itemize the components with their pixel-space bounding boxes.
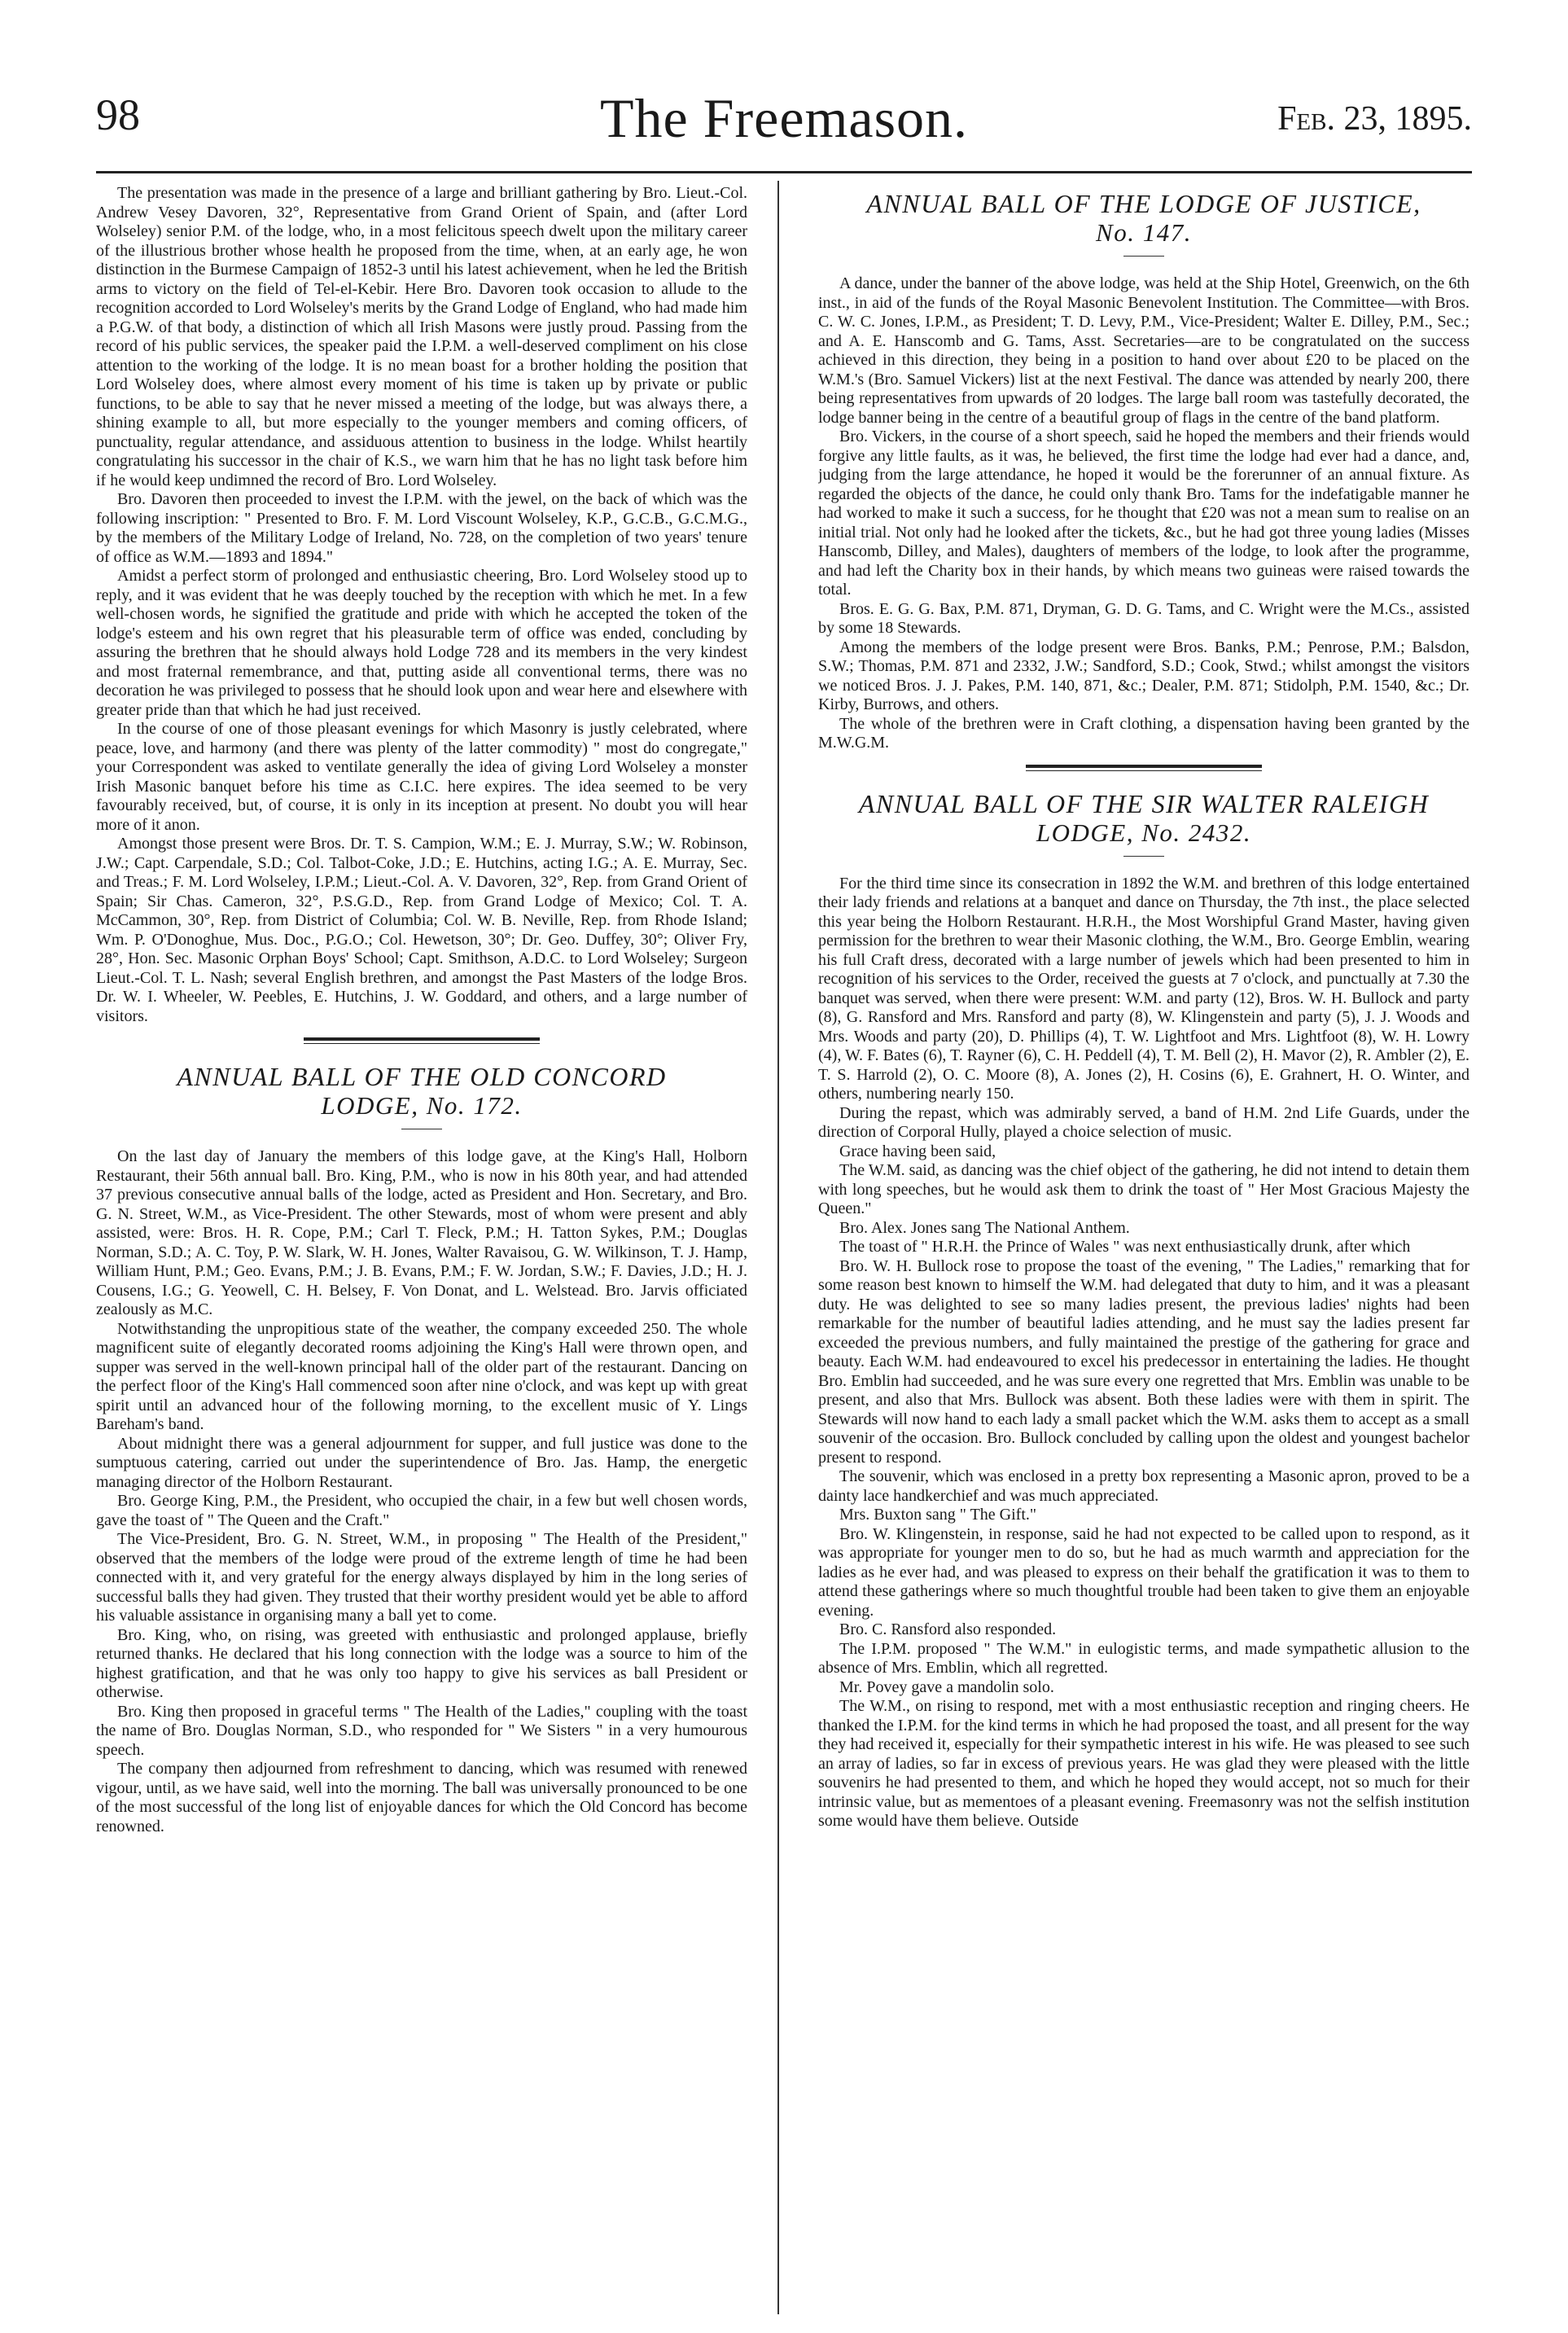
heading-subtitle: LODGE, No. 172.: [321, 1091, 523, 1120]
article-paragraph: The souvenir, which was enclosed in a pretty box representing a Masonic apron, proved to be a dainty lace handkerchief and was much appreciated.: [818, 1467, 1469, 1505]
article-paragraph: The W.M., on rising to respond, met with a most enthusiastic reception and ringing cheers. He thanked the I.P.M. for the kind terms in which he had proposed the toast, and all present for the way they had received it, especially for their sympathetic interest in his wife. He was pleased to see such an array of ladies, so far in excess of previous years. He was glad they were pleased with the little souvenirs he had presented to them, and which he hoped they would accept, not so much for their intrinsic value, but as mementoes of a pleasant evening. Freemasonry was not the selfish institution some would have them believe. Outside: [818, 1697, 1469, 1830]
article-paragraph: Bros. E. G. G. Bax, P.M. 871, Dryman, G. D. G. Tams, and C. Wright were the M.Cs., assisted by some 18 Stewards.: [818, 599, 1469, 637]
article-paragraph: The whole of the brethren were in Craft clothing, a dispensation having been granted by the M.W.G.M.: [818, 714, 1469, 752]
heading-title: ANNUAL BALL OF THE SIR WALTER RALEIGH: [858, 788, 1430, 818]
article-paragraph: On the last day of January the members of this lodge gave, at the King's Hall, Holborn Restaurant, their 56th annual ball. Bro. King, P.M., who is now in his 80th year, and had attended 37 previous consecutive annual balls of the lodge, acted as President and Hon. Secretary, and Bro. G. N. Street, W.M., as Vice-President. The other Stewards, most of whom were present and ably assisted, were: Bros. H. R. Cope, P.M.; Carl T. Fleck, P.M.; H. Tatton Sykes, P.M.; Douglas Norman, S.D.; A. C. Toy, P. W. Slark, W. H. Jones, Walter Ravaisou, G. W. Wilkinson, T. J. Hamp, William Hunt, P.M.; Geo. Evans, P.M.; J. B. Evans, P.M.; F. W. Jordan, S.W.; F. Davies, J.D.; H. J. Cousens, I.G.; G. Yeowell, C. H. Belsey, F. Von Donat, and L. Welstead. Bro. Jarvis officiated zealously as M.C.: [96, 1147, 747, 1318]
article-paragraph: Bro. Vickers, in the course of a short speech, said he hoped the members and their friends would forgive any little faults, as it was, he believed, the first time the lodge had ever had a dance, and, judging from the large attendance, he hoped it would be the forerunner of an annual fixture. As regarded the objects of the dance, he could only thank Bro. Tams for the indefatigable manner he had worked to make it such a success, for he thought that £20 was not a mean sum to realise on an initial trial. Not only had he looked after the tickets, &c., but he had got three young ladies (Misses Hanscomb, Dilley, and Males), daughters of members of the lodge, to look after the programme, and had left the Charity box in their hands, by which means two guineas were raised towards the total.: [818, 428, 1469, 599]
heading-title: ANNUAL BALL OF THE OLD CONCORD: [177, 1062, 667, 1091]
article-paragraph: Bro. King then proposed in graceful terms " The Health of the Ladies," coupling with the toast the name of Bro. Douglas Norman, S.D., who responded for " We Sisters " in a very humourous speech.: [96, 1702, 747, 1759]
article-paragraph: Among the members of the lodge present were Bros. Banks, P.M.; Penrose, P.M.; Balsdon, S.W.; Thomas, P.M. 871 and 2332, J.W.; Sandford, S.D.; Cook, Stwd.; whilst amongst the visitors we noticed Bros. J. J. Pakes, P.M. 140, 871, &c.; Dealer, P.M. 871; Stidolph, P.M. 1540, &c.; Dr. Kirby, Burrows, and others.: [818, 638, 1469, 713]
publication-title: The Freemason.: [599, 87, 969, 149]
article-paragraph: The Vice-President, Bro. G. N. Street, W.M., in proposing " The Health of the President," observed that the members of the lodge were proud of the extreme length of time he had been connected with it, and very grateful for the energy always displayed by him in the long series of successful balls they had given. They trusted that their worthy president would yet be able to afford his valuable assistance in organising many a ball yet to come.: [96, 1530, 747, 1625]
article-paragraph: Bro. W. H. Bullock rose to propose the toast of the evening, " The Ladies," remarking that for some reason best known to himself the W.M. had delegated that duty to him, and it was a pleasant duty. He was delighted to see so many ladies present, the previous ladies' nights had been remarkable for the number of beautiful ladies attending, and he must say the ladies present far exceeded the previous numbers, and fully maintained the prestige of the gathering for grace and beauty. Each W.M. had endeavoured to excel his predecessor in entertaining the ladies. He thought Bro. Emblin had succeeded, and he was sure every one regretted that Mrs. Emblin was unable to be present, and also that Mrs. Bullock was absent. Both these ladies were with them in spirit. The Stewards will now hand to each lady a small packet which the W.M. asks them to accept as a small souvenir of the occasion. Bro. Bullock concluded by calling upon the oldest and youngest bachelor present to respond.: [818, 1256, 1469, 1467]
article-paragraph: The toast of " H.R.H. the Prince of Wales " was next enthusiastically drunk, after which: [839, 1238, 1411, 1256]
article-paragraph: Bro. King, who, on rising, was greeted with enthusiastic and prolonged applause, briefly returned thanks. He declared that his long connection with the lodge was a source to him of the highest gratification, and that he was only too happy to give his services as ball President or otherwise.: [96, 1625, 747, 1701]
article-paragraph: About midnight there was a general adjournment for supper, and full justice was done to the sumptuous catering, carried out under the superintendence of Bro. Jas. Hamp, the energetic managing director of the Holborn Restaurant.: [96, 1434, 747, 1491]
article-paragraph: Grace having been said,: [839, 1142, 996, 1160]
article-paragraph: During the repast, which was admirably served, a band of H.M. 2nd Life Guards, under the direction of Corporal Hully, played a choice selection of music.: [818, 1103, 1469, 1141]
article-paragraph: Bro. C. Ransford also responded.: [839, 1620, 1057, 1638]
lodge-of-justice-article: [818, 189, 1469, 753]
article-paragraph: The W.M. said, as dancing was the chief object of the gathering, he did not intend to detain them with long speeches, but he would ask them to drink the toast of " Her Most Gracious Majesty the Queen.": [818, 1161, 1469, 1217]
issue-date: Feb. 23, 1895.: [1277, 100, 1472, 138]
article-paragraph: In the course of one of those pleasant evenings for which Masonry is justly celebrated, where peace, love, and harmony (and there was plenty of the latter commodity) " most do congregate," your Correspondent was asked to ventilate generally the idea of giving Lord Wolseley a monster Irish Masonic banquet before his time as C.I.C. here expires. The idea seemed to be very favourably received, but, of course, it is only in its inception at present. No doubt you will hear more of it anon.: [96, 720, 747, 834]
article-paragraph: Bro. Davoren then proceeded to invest the I.P.M. with the jewel, on the back of which was the following inscription: " Presented to Bro. F. M. Lord Viscount Wolseley, K.P., G.C.B., G.C.M.G., by the members of the Military Lodge of Ireland, No. 728, on the completion of two years' tenure of office as W.M.—1893 and 1894.": [96, 490, 747, 566]
heading-rule: [1123, 256, 1164, 257]
article-paragraph: Bro. Alex. Jones sang The National Anthem.: [839, 1218, 1130, 1237]
article-paragraph: Mrs. Buxton sang " The Gift.": [839, 1506, 1037, 1524]
heading-title: ANNUAL BALL OF THE LODGE OF JUSTICE,: [866, 189, 1421, 218]
article-paragraph: The I.P.M. proposed " The W.M." in eulogistic terms, and made sympathetic allusion to the absence of Mrs. Emblin, which all regretted.: [818, 1639, 1469, 1677]
sir-walter-raleigh-article: [818, 765, 1469, 1831]
masthead: [96, 57, 1472, 173]
article-paragraph: Notwithstanding the unpropitious state of the weather, the company exceeded 250. The whole magnificent suite of elegantly decorated rooms adjoining the King's Hall were thrown open, and supper was served in the well-known principal hall of the older part of the restaurant. Dancing on the perfect floor of the King's Hall commenced soon after nine o'clock, and was kept up with great spirit until an advanced hour of the following morning, to the excellent music of Y. Lings Bareham's band.: [96, 1319, 747, 1433]
left-column: [96, 184, 747, 2293]
right-column: [818, 184, 1469, 2293]
heading-rule: [1123, 856, 1164, 857]
article-paragraph: Amidst a perfect storm of prolonged and enthusiastic cheering, Bro. Lord Wolseley stood up to reply, and it was evident that he was deeply touched by the reception with which he met. In a few well-chosen words, he signified the gratitude and pride with which he accepted the token of the lodge's esteem and his own regret that his pleasurable term of office was ended, concluding by assuring the brethren that he should always hold Lodge 728 and its members in the very kindest and most fraternal remembrance, and that, putting aside all conventional terms, there was no decoration he was privileged to possess that he should look upon and wear here and elsewhere with greater pride than that which he had just received.: [96, 567, 747, 719]
heading-subtitle: LODGE, No. 2432.: [1036, 818, 1252, 847]
page-number: 98: [96, 90, 140, 139]
article-paragraph: Bro. W. Klingenstein, in response, said he had not expected to be called upon to respond, as it was appropriate for younger men to do so, but he had as much warmth and appreciation for the ladies as he ever had, and was pleased to express on their behalf the gratification it was to them to attend these gatherings where so much thoughtful trouble had been taken to give them an enjoyable evening.: [818, 1524, 1469, 1620]
column-divider: [777, 181, 779, 2314]
article-heading: [818, 789, 1469, 848]
wolseley-presentation-article: [96, 184, 747, 1026]
section-divider: [304, 1037, 540, 1044]
article-paragraph: Amongst those present were Bros. Dr. T. S. Campion, W.M.; E. J. Murray, S.W.; W. Robinson, J.W.; Capt. Carpendale, S.D.; Col. Talbot-Coke, J.D.; E. Hutchins, acting I.G.; A. E. Murray, Sec. and Treas.; F. M. Lord Wolseley, I.P.M.; Lieut.-Col. A. V. Davoren, 32°, Rep. from Grand Orient of Spain; Sir Chas. Cameron, 32°, P.S.G.D., Rep. from Grand Lodge of Mexico; Col. T. A. McCammon, 30°, Rep. from District of Columbia; Col. W. B. Neville, Rep. from Rhode Island; Wm. P. O'Donoghue, Mus. Doc., P.G.O.; Col. Hewetson, 30°; Dr. Geo. Duffey, 30°; Oliver Fry, 28°, Hon. Sec. Masonic Orphan Boys' School; Capt. Smithson, A.D.C. to Lord Wolseley; Surgeon Lieut.-Col. T. L. Nash; several English brethren, and amongst the Past Masters of the lodge Bros. Dr. W. I. Wheeler, W. Peebles, E. Hutchins, J. W. Goddard, and others, and a large number of visitors.: [96, 835, 747, 1025]
article-paragraph: For the third time since its consecration in 1892 the W.M. and brethren of this lodge entertained their lady friends and relations at a banquet and dance on Thursday, the 7th inst., the place selected this year being the Holborn Restaurant. H.R.H., the Most Worshipful Grand Master, having given permission for the brethren to wear their Masonic clothing, the W.M., Bro. George Emblin, wearing his full Craft dress, decorated with a large number of jewels which had been presented to him in recognition of his services to the Order, received the guests at 7 o'clock, and punctually at 7.30 the banquet was served, when there were present: W.M. and party (12), Bros. W. H. Bullock and party (8), G. Ransford and Mrs. Ransford and party (8), W. Klingenstein and party (5), J. J. Woods and Mrs. Woods and party (20), D. Phillips (4), T. W. Lightfoot and Mrs. Lightfoot (8), W. H. Lowry (4), W. F. Bates (6), T. Rayner (6), C. H. Peddell (4), T. M. Bell (2), H. Mavor (2), R. Ambler (2), E. T. S. Harrold (2), O. C. Moore (8), A. Jones (2), H. Cosins (6), E. Grahnert, H. O. Winter, and others, numbering nearly 150.: [818, 874, 1469, 1103]
article-paragraph: Mr. Povey gave a mandolin solo.: [839, 1677, 1054, 1696]
heading-subtitle: No. 147.: [1096, 218, 1192, 247]
old-concord-article: [96, 1037, 747, 1836]
article-heading: [818, 189, 1469, 248]
article-paragraph: The company then adjourned from refreshment to dancing, which was resumed with renewed vigour, until, as we have said, well into the morning. The ball was universally pronounced to be one of the most successful of the long list of enjoyable dances for which the Old Concord has become renowned.: [96, 1760, 747, 1835]
article-heading: [96, 1062, 747, 1120]
article-paragraph: The presentation was made in the presence of a large and brilliant gathering by Bro. Lieut.-Col. Andrew Vesey Davoren, 32°, Representative from Grand Orient of Spain, and (after Lord Wolseley) senior P.M. of the lodge, who, in a most felicitous speech dwelt upon the military career of the illustrious brother whose health he proposed from the time, when, at an early age, he won distinction in the Burmese Campaign of 1852-3 until his latest achievement, when he led the British arms to victory on the field of Tel-el-Kebir. Here Bro. Davoren took occasion to allude to the recognition accorded to Lord Wolseley's merits by the Grand Lodge of England, who had made him a P.G.W. of that body, a distinction of which all Irish Masons were justly proud. Passing from the record of his public services, the speaker paid the I.P.M. a well-deserved compliment on his close attention to the working of the lodge. It is no mean boast for a brother holding the position that Lord Wolseley does, where almost every moment of his time is taken up by private or public functions, to be able to say that he never missed a meeting of the lodge, but was always there, a shining example to all, but more especially to the younger members and coming officers, of punctuality, regular attendance, and assiduous attention to business in the lodge. Whilst heartily congratulating his successor in the chair of K.S., we warn him that he has no light task before him if he would keep undimned the record of Bro. Lord Wolseley.: [96, 184, 747, 489]
article-paragraph: Bro. George King, P.M., the President, who occupied the chair, in a few but well chosen words, gave the toast of " The Queen and the Craft.": [96, 1492, 747, 1529]
article-paragraph: A dance, under the banner of the above lodge, was held at the Ship Hotel, Greenwich, on the 6th inst., in aid of the funds of the Royal Masonic Benevolent Institution. The Committee—with Bros. C. W. C. Jones, I.P.M., as President; T. D. Levy, P.M., Vice-President; Walter E. Dilley, P.M., Sec.; and A. E. Hanscomb and G. Tams, Asst. Secretaries—are to be congratulated on the success achieved in this direction, they being in a position to hand over about £20 to be placed on the W.M.'s (Bro. Samuel Vickers) list at the next Festival. The dance was attended by nearly 200, there being representatives from upwards of 20 lodges. The large ball room was tastefully decorated, the lodge banner being in the centre of a beautiful group of flags in the centre of the band platform.: [818, 274, 1469, 427]
section-divider: [1026, 765, 1262, 771]
